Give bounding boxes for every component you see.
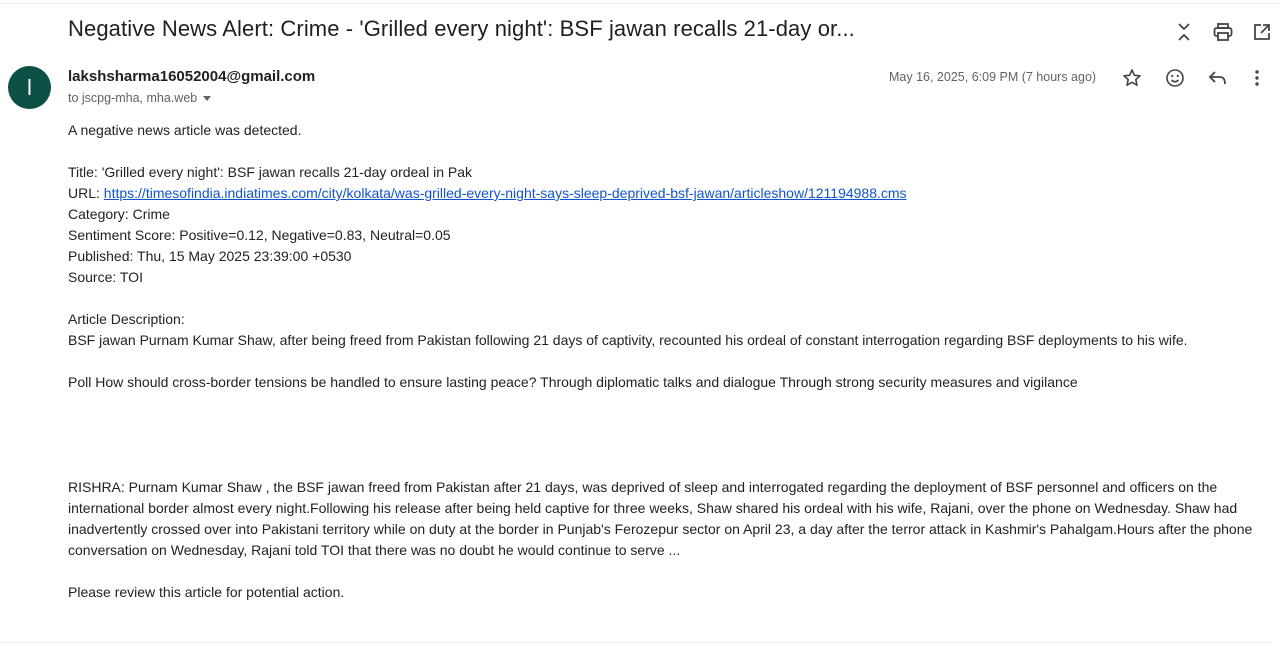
recipients-label: to jscpg-mha, mha.web xyxy=(68,91,198,105)
url-line xyxy=(68,183,1258,204)
sender-email[interactable]: lakshsharma16052004@gmail.com xyxy=(68,68,316,85)
category-line: Category: Crime xyxy=(68,206,170,222)
description-text: BSF jawan Purnam Kumar Shaw, after being freed from Pakistan following 21 days of captivity, recounted his ordeal of constant interrogation regarding BSF deployments to his wife. xyxy=(68,332,1188,348)
print-icon[interactable] xyxy=(1209,20,1237,44)
email-subject: Negative News Alert: Crime - 'Grilled every night': BSF jawan recalls 21-day or... xyxy=(68,16,855,41)
sender-avatar[interactable]: l xyxy=(8,66,51,109)
sentiment-line: Sentiment Score: Positive=0.12, Negative=0.83, Neutral=0.05 xyxy=(68,227,451,243)
open-in-new-window-icon[interactable] xyxy=(1248,20,1276,44)
article-link[interactable]: https://timesofindia.indiatimes.com/city/kolkata/was-grilled-every-night-says-sleep-deprived-bsf-jawan/articleshow/121194988.cms xyxy=(103,185,907,201)
more-options-icon[interactable] xyxy=(1249,66,1265,90)
recipients-toggle[interactable] xyxy=(68,91,211,105)
bottom-divider xyxy=(0,642,1272,643)
message-actions xyxy=(1120,66,1265,90)
top-divider xyxy=(0,3,1280,4)
email-body xyxy=(68,120,1258,603)
published-line: Published: Thu, 15 May 2025 23:39:00 +0530 xyxy=(68,248,352,264)
closing-line: Please review this article for potential action. xyxy=(68,584,345,600)
header-actions xyxy=(1170,20,1280,44)
reply-icon[interactable] xyxy=(1206,66,1230,90)
chevron-down-icon xyxy=(203,96,211,101)
emoji-reaction-icon[interactable] xyxy=(1163,66,1187,90)
poll-text: Poll How should cross-border tensions be handled to ensure lasting peace? Through diplomatic talks and dialogue Through strong security measures and vigilance xyxy=(68,374,1078,390)
url-label: URL: xyxy=(68,185,104,201)
description-heading: Article Description: xyxy=(68,311,185,327)
collapse-icon[interactable] xyxy=(1170,20,1198,44)
source-line: Source: TOI xyxy=(68,269,143,285)
star-icon[interactable] xyxy=(1120,66,1144,90)
email-date: May 16, 2025, 6:09 PM (7 hours ago) xyxy=(889,70,1097,84)
title-line: Title: 'Grilled every night': BSF jawan recalls 21-day ordeal in Pak xyxy=(68,164,473,180)
intro-line: A negative news article was detected. xyxy=(68,122,302,138)
article-text: RISHRA: Purnam Kumar Shaw , the BSF jawan freed from Pakistan after 21 days, was deprived of sleep and interrogated regarding the deployment of BSF personnel and officers on the international border almost every night.Following his release after being held captive for three weeks, Shaw shared his ordeal with his wife, Rajani, over the phone on Wednesday. Shaw had inadvertently crossed over into Pakistani territory while on duty at the border in Punjab's Ferozepur sector on April 23, a day after the terror attack in Kashmir's Pahalgam.Hours after the phone conversation on Wednesday, Rajani told TOI that there was no doubt he would continue to serve ... xyxy=(68,479,1253,558)
